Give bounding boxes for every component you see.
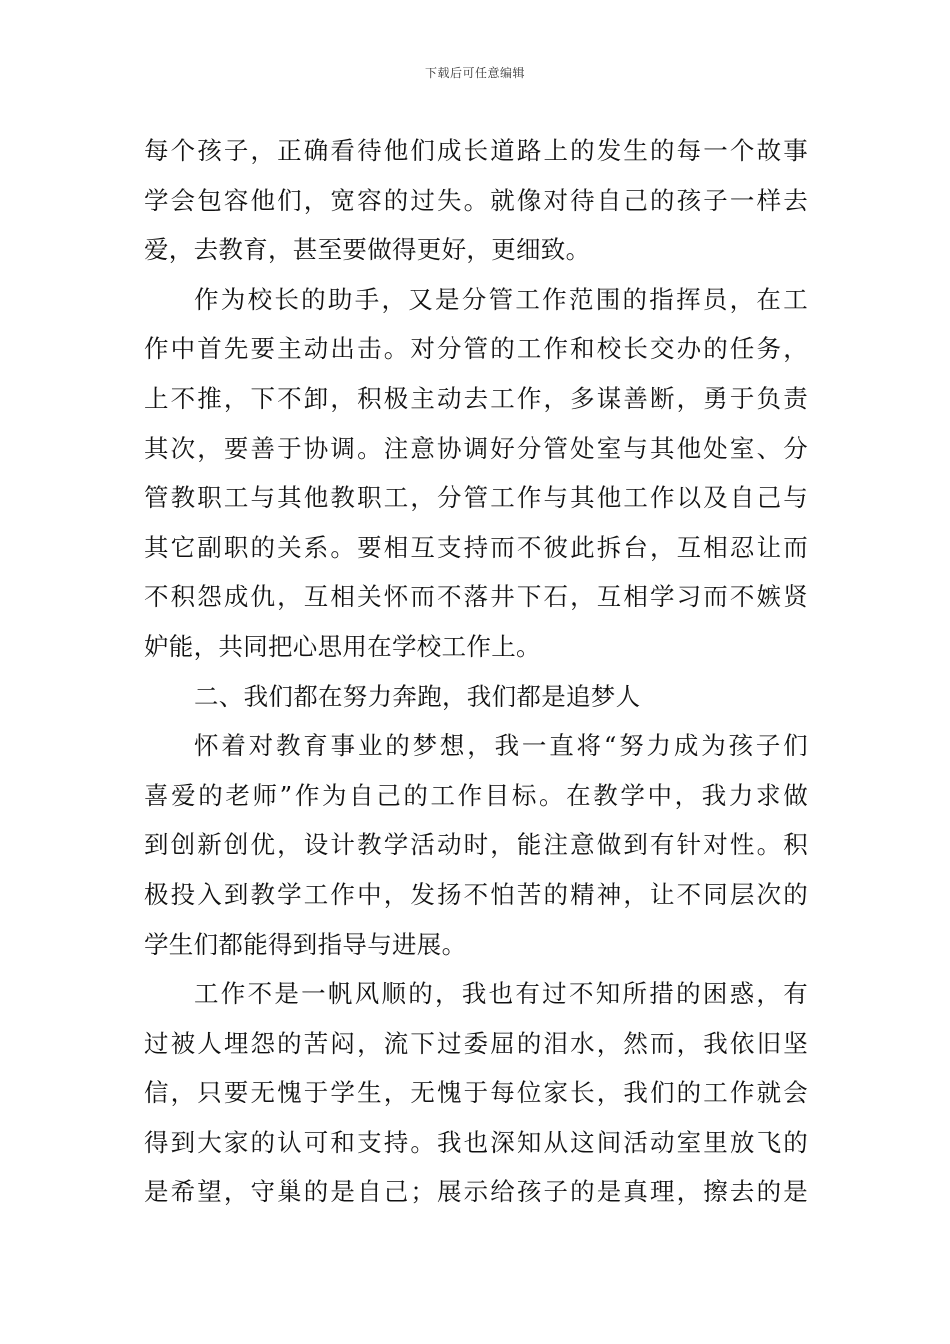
text-line: 喜爱的老师”作为自己的工作目标。在教学中，我力求做 — [144, 780, 808, 810]
text-line: 信，只要无愧于学生，无愧于每位家长，我们的工作就会 — [144, 1078, 808, 1108]
text-line: 妒能，共同把心思用在学校工作上。 — [144, 631, 541, 661]
text-line: 工作不是一帆风顺的，我也有过不知所措的困惑，有 — [194, 979, 808, 1009]
text-line: 到创新创优，设计教学活动时，能注意做到有针对性。积 — [144, 830, 808, 860]
paragraph — [144, 275, 808, 672]
text-line: 是希望，守巢的是自己；展示给孩子的是真理，擦去的是 — [144, 1177, 808, 1207]
text-line: 极投入到教学工作中，发扬不怕苦的精神，让不同层次的 — [144, 879, 808, 909]
text-line: 上不推，下不卸，积极主动去工作，多谋善断，勇于负责 — [144, 383, 808, 413]
document-body — [144, 126, 808, 1217]
text-line: 作为校长的助手，又是分管工作范围的指挥员，在工 — [194, 284, 808, 314]
text-line: 得到大家的认可和支持。我也深知从这间活动室里放飞的 — [144, 1127, 808, 1157]
text-line: 学生们都能得到指导与进展。 — [144, 929, 467, 959]
paragraph — [144, 126, 808, 275]
text-line: 爱，去教育，甚至要做得更好，更细致。 — [144, 235, 591, 265]
section-heading — [144, 672, 808, 722]
text-line: 每个孩子，正确看待他们成长道路上的发生的每一个故事 — [144, 136, 808, 165]
text-line: 不积怨成仇，互相关怀而不落井下石，互相学习而不嫉贤 — [144, 582, 808, 612]
text-line: 怀着对教育事业的梦想，我一直将“努力成为孩子们 — [194, 731, 808, 761]
text-line: 二、我们都在努力奔跑，我们都是追梦人 — [194, 681, 641, 711]
text-line: 其次，要善于协调。注意协调好分管处室与其他处室、分 — [144, 433, 808, 463]
text-line: 过被人埋怨的苦闷，流下过委屈的泪水，然而，我依旧坚 — [144, 1028, 808, 1058]
paragraph — [144, 969, 808, 1217]
text-line: 管教职工与其他教职工，分管工作与其他工作以及自己与 — [144, 483, 808, 513]
text-line: 其它副职的关系。要相互支持而不彼此拆台，互相忍让而 — [144, 532, 808, 562]
text-line: 学会包容他们，宽容的过失。就像对待自己的孩子一样去 — [144, 185, 808, 215]
text-line: 作中首先要主动出击。对分管的工作和校长交办的任务， — [144, 334, 808, 364]
page-header: 下载后可任意编辑 — [424, 66, 525, 80]
paragraph — [144, 721, 808, 969]
